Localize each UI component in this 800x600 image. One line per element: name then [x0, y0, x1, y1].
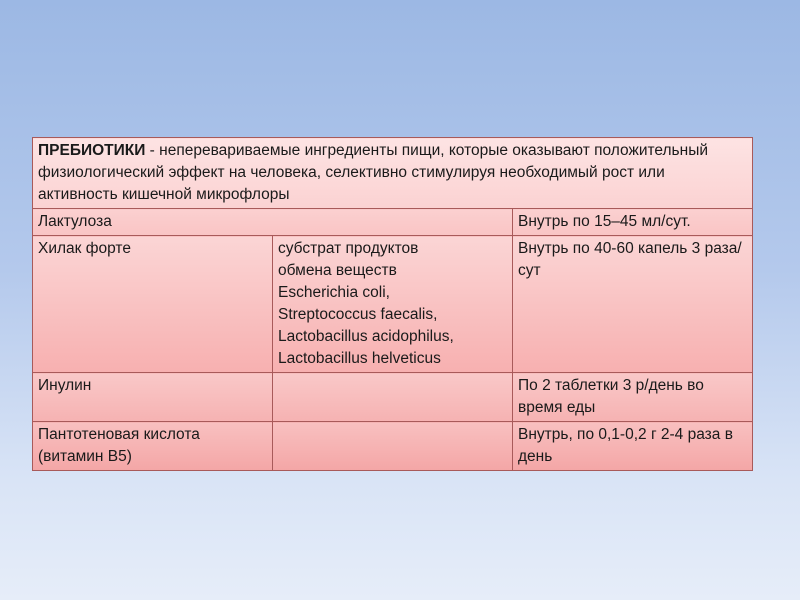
- table-row: [33, 422, 753, 471]
- drug-name-cell: Пантотеновая кислота (витамин В5): [33, 422, 273, 471]
- composition-line: Lactobacillus acidophilus,: [278, 328, 454, 345]
- composition-cell-empty: [273, 422, 513, 471]
- table-row: [33, 236, 753, 373]
- definition-cell: [33, 138, 753, 209]
- dosage-cell: Внутрь по 15–45 мл/сут.: [513, 209, 753, 236]
- table-header-row: [33, 138, 753, 209]
- definition-text: - неперевариваемые ингредиенты пищи, которые оказывают положительный физиологический эффект на человека, селективно стимулируя необходимый рост или активность кишечной микрофлоры: [38, 142, 708, 203]
- composition-line: субстрат продуктов: [278, 240, 419, 257]
- prebiotics-table: [32, 137, 753, 471]
- term-prebiotics: ПРЕБИОТИКИ: [38, 142, 146, 159]
- drug-name-cell: Инулин: [33, 373, 273, 422]
- table-row: [33, 373, 753, 422]
- composition-line: Streptococcus faecalis,: [278, 306, 438, 323]
- dosage-cell: Внутрь, по 0,1-0,2 г 2-4 раза в день: [513, 422, 753, 471]
- dosage-cell: Внутрь по 40-60 капель 3 раза/сут: [513, 236, 753, 373]
- composition-line: обмена веществ: [278, 262, 397, 279]
- dosage-cell: По 2 таблетки 3 р/день во время еды: [513, 373, 753, 422]
- composition-line: Escherichia coli,: [278, 284, 390, 301]
- composition-cell-empty: [273, 373, 513, 422]
- composition-cell: [273, 236, 513, 373]
- composition-line: Lactobacillus helveticus: [278, 350, 441, 367]
- drug-name-cell: Хилак форте: [33, 236, 273, 373]
- drug-name-cell: Лактулоза: [33, 209, 513, 236]
- table-row: [33, 209, 753, 236]
